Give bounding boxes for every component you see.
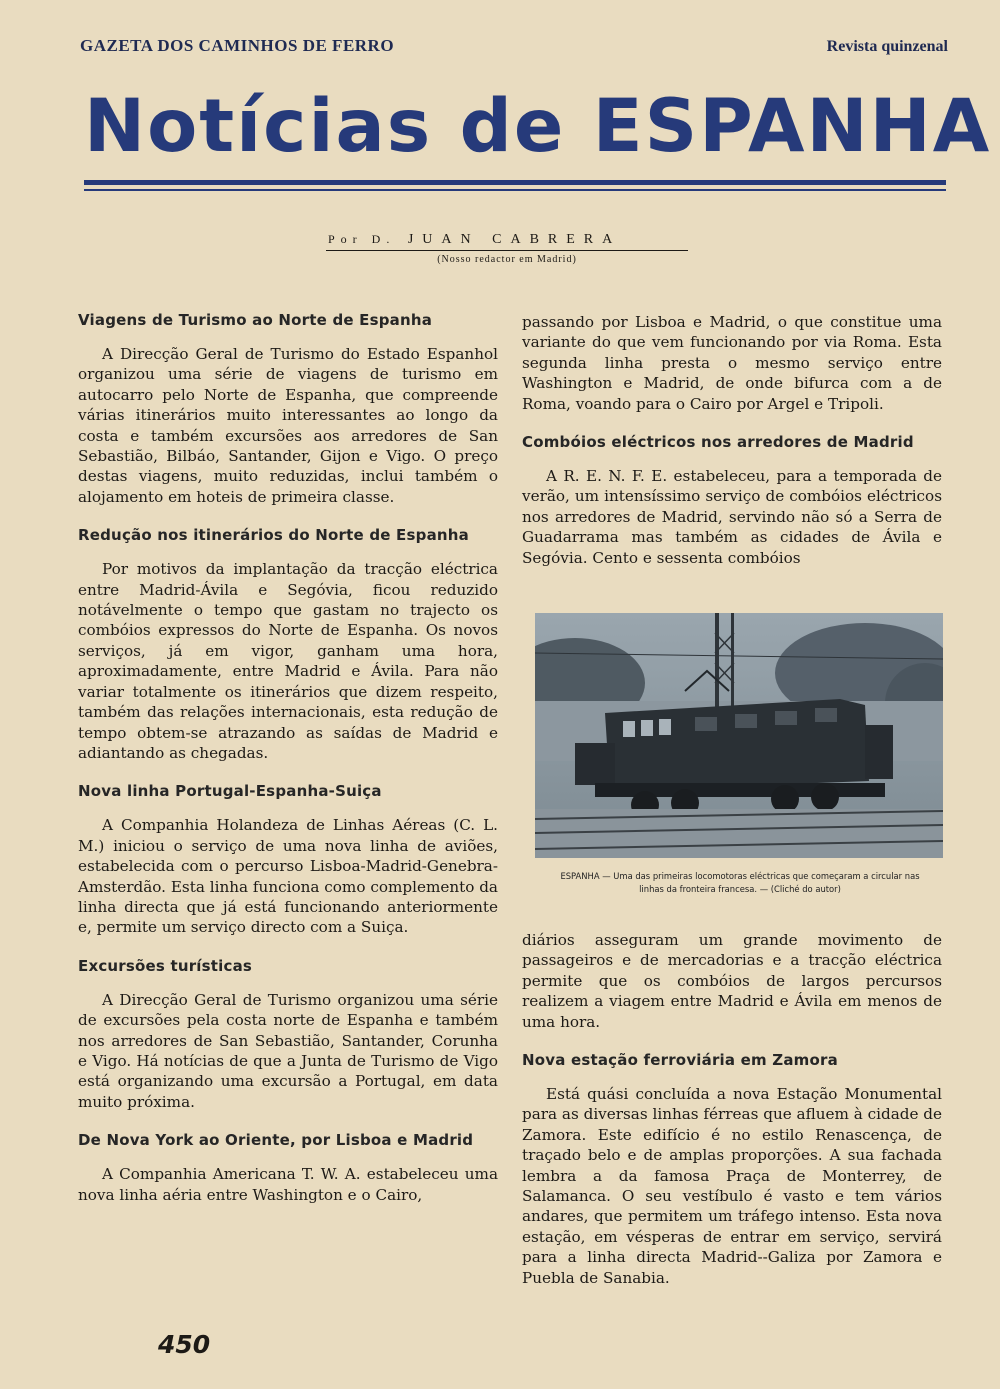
section-paragraph: A Companhia Holandeza de Linhas Aéreas (C. L. M.) iniciou o serviço de uma nova linha de aviões, estabelecida com o percurso Lisboa-Madrid-Genebra-Amsterdão. Esta linha funciona como complemento da linha directa que já está funcionando anteriormente e, permite um serviço directo com a Suiça. [78, 816, 498, 937]
publication-frequency: Revista quinzenal [826, 38, 948, 55]
byline [328, 232, 690, 248]
page-title: Notícias de ESPANHA [84, 84, 992, 169]
section-heading: Nova estação ferroviária em Zamora [522, 1051, 838, 1070]
publication-name: GAZETA DOS CAMINHOS DE FERRO [80, 36, 395, 55]
title-rule-thick [84, 180, 946, 185]
section-paragraph: A Direcção Geral de Turismo do Estado Espanhol organizou uma série de viagens de turismo em autocarro pelo Norte de Espanha, que compreende várias itinerários muito interessantes ao longo da costa e também excursões aos arredores de San Sebastião, Bilbáo, Santander, Gijon e Vigo. O preço destas viagens, muito reduzidas, inclui também o alojamento em hoteis de primeira classe. [78, 345, 498, 506]
photo-caption: ESPANHA — Uma das primeiras locomotoras eléctricas que começaram a circular nas linhas da fronteira francesa. — (Cliché do autor) [560, 871, 920, 894]
byline-author: JUAN CABRERA [407, 232, 622, 247]
section-heading: Redução nos itinerários do Norte de Espanha [78, 526, 469, 545]
section-paragraph-continued: diários asseguram um grande movimento de passageiros e de mercadorias e a tracção eléctrica permite que os combóios de largos percursos realizem a viagem entre Madrid e Ávila em menos de uma hora. [522, 931, 942, 1031]
page-number: 450 [158, 1330, 211, 1359]
section-heading: Combóios eléctricos nos arredores de Madrid [522, 433, 914, 452]
section-paragraph: A Direcção Geral de Turismo organizou uma série de excursões pela costa norte de Espanha e também nos arredores de San Sebastião, Santander, Corunha e Vigo. Há notícias de que a Junta de Turismo de Vigo está organizando uma excursão a Portugal, em data muito próxima. [78, 990, 498, 1111]
section-paragraph: Está quási concluída a nova Estação Monumental para as diversas linhas férreas que afluem à cidade de Zamora. Este edifício é no estilo Renascença, de traçado belo e de amplas proporções. A sua fachada lembra a da famosa Praça de Monterrey, de Salamanca. O seu vestíbulo é vasto e tem vários andares, que permitem um tráfego intenso. Esta nova estação, em vésperas de entrar em serviço, servirá para a linha directa Madrid--Galiza por Zamora e Puebla de Sanabia. [522, 1085, 942, 1287]
locomotive-photo [535, 613, 943, 858]
section-heading: Excursões turísticas [78, 956, 253, 975]
section-paragraph-continued: passando por Lisboa e Madrid, o que constitue uma variante do que vem funcionando por via Roma. Esta segunda linha presta o mesmo serviço entre Washington e Madrid, de onde bifurca com a de Roma, voando para o Cairo por Argel e Tripoli. [522, 313, 942, 413]
section-heading: Nova linha Portugal-Espanha-Suiça [78, 782, 382, 801]
section-paragraph: Por motivos da implantação da tracção eléctrica entre Madrid-Ávila e Segóvia, ficou reduzido notávelmente o tempo que gastam no trajecto os combóios expressos do Norte de Espanha. Os novos serviços, já em vigor, ganham uma hora, aproximadamente, entre Madrid e Ávila. Para não variar totalmente os itinerários que dizem respeito, também das relações internacionais, esta redução de tempo obtem-se atrazando as saídas de Madrid e adiantando as chegadas. [78, 560, 498, 762]
electric-locomotive-image [535, 613, 943, 858]
byline-subtitle: (Nosso redactor em Madrid) [437, 254, 577, 265]
right-column-bottom [522, 930, 942, 1304]
left-column [78, 308, 498, 1221]
section-paragraph: A Companhia Americana T. W. A. estabeleceu uma nova linha aéria entre Washington e o Cairo, [78, 1165, 498, 1204]
byline-prefix: Por D. [328, 232, 396, 246]
section-paragraph: A R. E. N. F. E. estabeleceu, para a temporada de verão, um intensíssimo serviço de combóios eléctricos nos arredores de Madrid, servindo não só a Serra de Guadarrama mas também as cidades de Ávila e Segóvia. Cento e sessenta combóios [522, 467, 942, 567]
section-heading: De Nova York ao Oriente, por Lisboa e Madrid [78, 1131, 474, 1150]
section-heading: Viagens de Turismo ao Norte de Espanha [78, 311, 433, 329]
title-rule-thin [84, 189, 946, 191]
right-column-top [522, 312, 942, 584]
byline-rule [326, 250, 688, 251]
